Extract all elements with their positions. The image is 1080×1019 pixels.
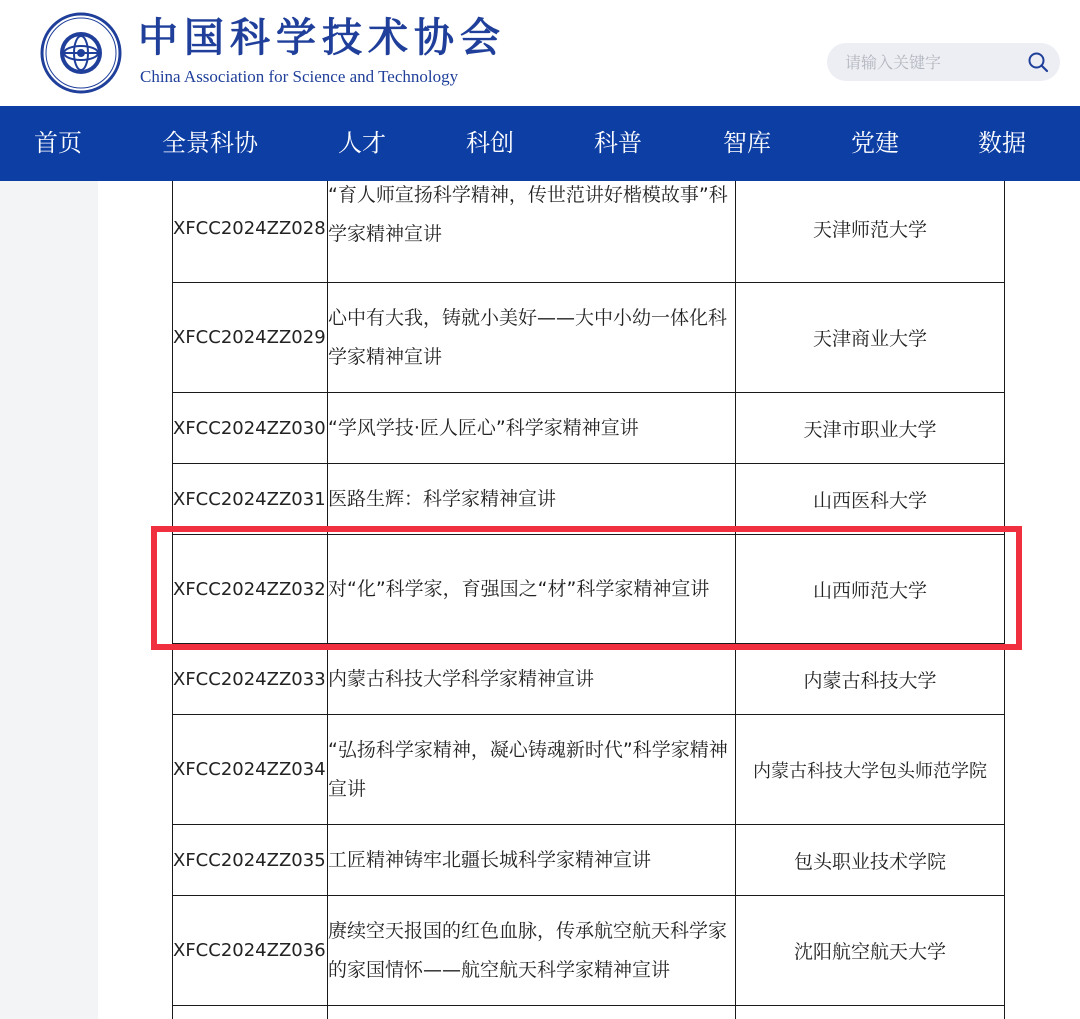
project-code: XFCC2024ZZ029 (173, 283, 328, 393)
table-row (173, 393, 1005, 464)
logo-english-title[interactable]: China Association for Science and Technology (140, 67, 459, 86)
project-code: XFCC2024ZZ031 (173, 464, 328, 535)
table-row (173, 715, 1005, 825)
project-title: “学风学技·匠人匠心”科学家精神宣讲 (328, 393, 736, 464)
nav-item-think-tank[interactable]: 智库 (723, 129, 771, 157)
table-row (173, 464, 1005, 535)
project-organization: 山西师范大学 (736, 535, 1005, 644)
project-organization: 包头职业技术学院 (736, 825, 1005, 896)
project-code: XFCC2024ZZ030 (173, 393, 328, 464)
project-title: 内蒙古科技大学科学家精神宣讲 (328, 644, 736, 715)
project-organization: 沈阳航空航天大学 (736, 896, 1005, 1006)
nav-item-overview[interactable]: 全景科协 (162, 129, 258, 157)
project-code: XFCC2024ZZ035 (173, 825, 328, 896)
project-title: 工匠精神铸牢北疆长城科学家精神宣讲 (328, 825, 736, 896)
nav-item-talent[interactable]: 人才 (338, 129, 386, 157)
table-row-highlighted (173, 535, 1005, 644)
nav-item-party-building[interactable]: 党建 (851, 129, 899, 157)
project-title: “育人师宣扬科学精神，传世范讲好楷模故事”科学家精神宣讲 (328, 181, 736, 283)
project-table (172, 181, 1005, 1019)
project-organization: 山西医科大学 (736, 464, 1005, 535)
main-nav (0, 106, 1080, 181)
project-code: XFCC2024ZZ028 (173, 181, 328, 283)
project-title: 医路生辉：科学家精神宣讲 (328, 464, 736, 535)
project-organization (736, 1006, 1005, 1019)
project-title: 心中有大我，铸就小美好——大中小幼一体化科学家精神宣讲 (328, 283, 736, 393)
table-row (173, 283, 1005, 393)
project-title: “弘扬科学家精神，凝心铸魂新时代”科学家精神宣讲 (328, 715, 736, 825)
project-code (173, 1006, 328, 1019)
cast-emblem-icon[interactable] (40, 12, 122, 94)
nav-item-home[interactable]: 首页 (34, 129, 82, 157)
table-row (173, 181, 1005, 283)
search-box (827, 43, 1060, 81)
project-code: XFCC2024ZZ034 (173, 715, 328, 825)
project-title: 赓续空天报国的红色血脉，传承航空航天科学家的家国情怀——航空航天科学家精神宣讲 (328, 896, 736, 1006)
search-icon[interactable] (1026, 50, 1050, 74)
nav-item-data[interactable]: 数据 (978, 129, 1026, 157)
table-row (173, 896, 1005, 1006)
content-area (0, 181, 1080, 1019)
project-code: XFCC2024ZZ032 (173, 535, 328, 644)
logo-chinese-title[interactable]: 中国科学技术协会 (138, 14, 506, 61)
search-input[interactable] (843, 43, 1023, 81)
project-code: XFCC2024ZZ036 (173, 896, 328, 1006)
nav-item-innovation[interactable]: 科创 (466, 129, 514, 157)
project-organization: 天津商业大学 (736, 283, 1005, 393)
table-row (173, 644, 1005, 715)
site-header (0, 0, 1080, 106)
table-row (173, 1006, 1005, 1019)
table-row (173, 825, 1005, 896)
project-organization: 天津师范大学 (736, 181, 1005, 283)
project-code: XFCC2024ZZ033 (173, 644, 328, 715)
nav-item-popular-science[interactable]: 科普 (594, 129, 642, 157)
project-organization: 内蒙古科技大学 (736, 644, 1005, 715)
project-organization: 内蒙古科技大学包头师范学院 (736, 715, 1005, 825)
project-organization: 天津市职业大学 (736, 393, 1005, 464)
project-title: 对“化”科学家，育强国之“材”科学家精神宣讲 (328, 535, 736, 644)
project-title (328, 1006, 736, 1019)
